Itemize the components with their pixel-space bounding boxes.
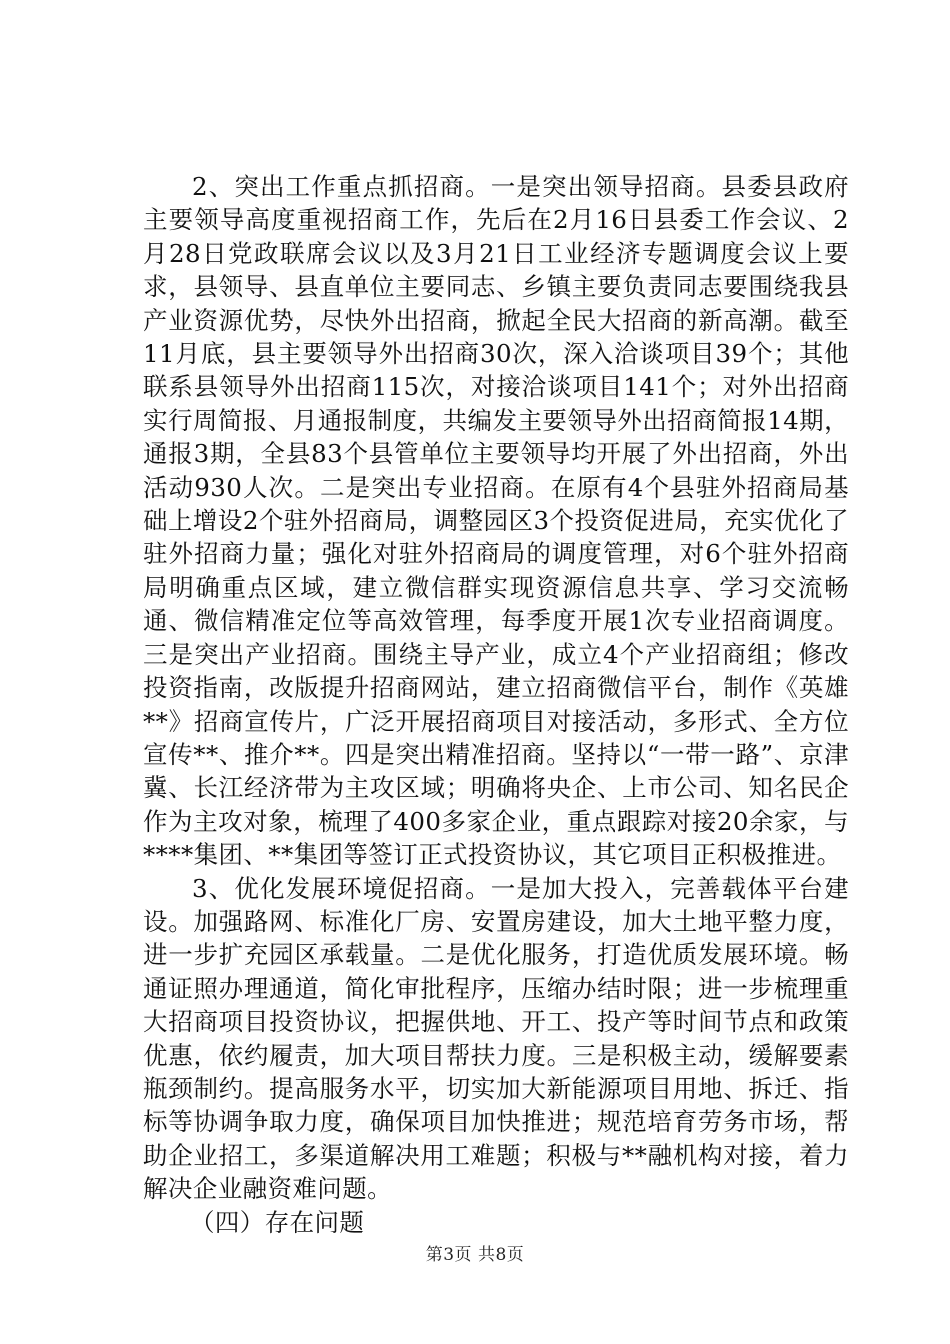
page-footer: 第3页 共8页 [425, 1245, 525, 1265]
document-body [143, 170, 849, 1239]
section-heading-problems: （四）存在问题 [190, 1207, 365, 1237]
paragraph-attract-investment-focus: 2、突出工作重点抓招商。一是突出领导招商。县委县政府主要领导高度重视招商工作，先后在2月16日县委工作会议、2月28日党政联席会议以及3月21日工业经济专题调度会议上要求，县领导、县直单位主要同志、乡镇主要负责同志要围绕我县产业资源优势，尽快外出招商，掀起全民大招商的新高潮。截至11月底，县主要领导外出招商30次，深入洽谈项目39个；其他联系县领导外出招商115次，对接洽谈项目141个；对外出招商实行周简报、月通报制度，共编发主要领导外出招商简报14期，通报3期，全县83个县管单位主要领导均开展了外出招商，外出活动930人次。二是突出专业招商。在原有4个县驻外招商局基础上增设2个驻外招商局，调整园区3个投资促进局，充实优化了驻外招商力量；强化对驻外招商局的调度管理，对6个驻外招商局明确重点区域，建立微信群实现资源信息共享、学习交流畅通、微信精准定位等高效管理，每季度开展1次专业招商调度。三是突出产业招商。围绕主导产业，成立4个产业招商组；修改投资指南，改版提升招商网站，建立招商微信平台，制作《英雄**》招商宣传片，广泛开展招商项目对接活动，多形式、全方位宣传**、推介**。四是突出精准招商。坚持以“一带一路”、京津冀、长江经济带为主攻区域；明确将央企、上市公司、知名民企作为主攻对象，梳理了400多家企业，重点跟踪对接20余家，与****集团、**集团等签订正式投资协议，其它项目正积极推进。 [143, 172, 849, 870]
paragraph-optimize-environment: 3、优化发展环境促招商。一是加大投入，完善载体平台建设。加强路网、标准化厂房、安置房建设，加大土地平整力度，进一步扩充园区承载量。二是优化服务，打造优质发展环境。畅通证照办理通道，简化审批程序，压缩办结时限；进一步梳理重大招商项目投资协议，把握供地、开工、投产等时间节点和政策优惠，依约履责，加大项目帮扶力度。三是积极主动，缓解要素瓶颈制约。提高服务水平，切实加大新能源项目用地、拆迁、指标等协调争取力度，确保项目加快推进；规范培育劳务市场，帮助企业招工，多渠道解决用工难题；积极与**融机构对接，着力解决企业融资难问题。 [143, 873, 849, 1204]
